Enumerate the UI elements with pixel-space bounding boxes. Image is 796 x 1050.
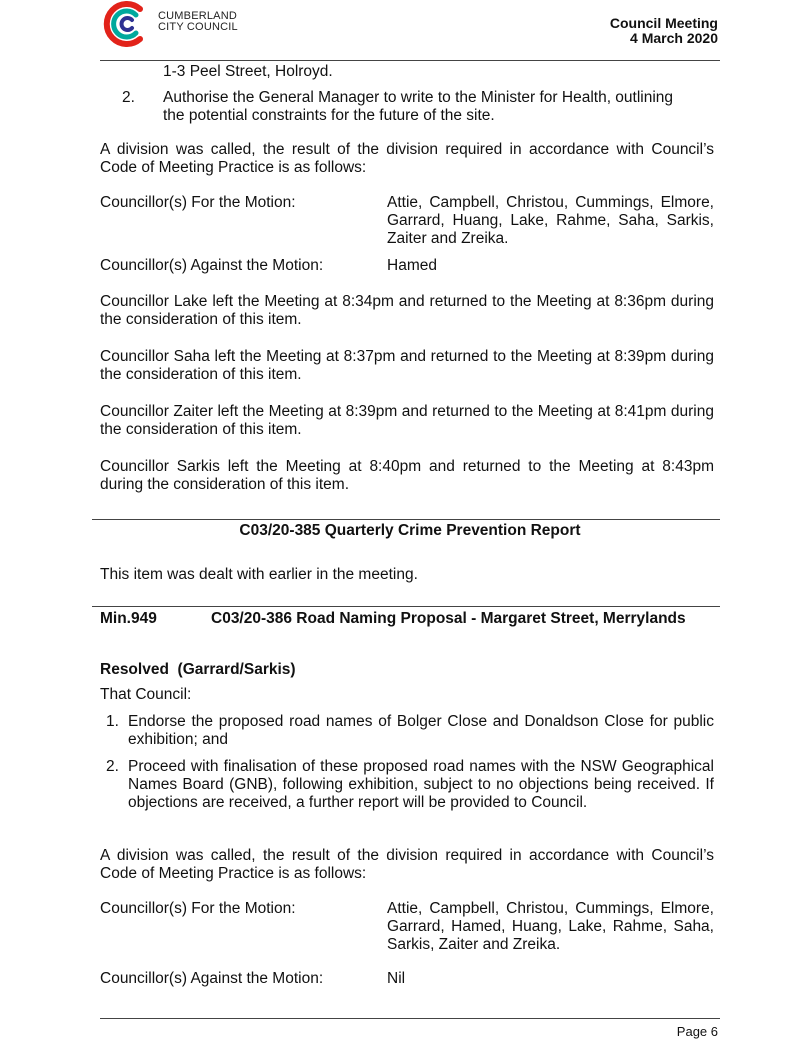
against-names: Hamed [387, 257, 437, 274]
for-label: Councillor(s) For the Motion: [100, 900, 296, 917]
for-names: Attie, Campbell, Christou, Cummings, Elmore, Garrard, Hamed, Huang, Lake, Rahme, Saha, Sarkis, Zaiter and Zreika. [387, 900, 714, 953]
against-label: Councillor(s) Against the Motion: [100, 970, 324, 987]
continuation-text: 1-3 Peel Street, Holroyd. [163, 63, 333, 80]
attendance-note: Councillor Zaiter left the Meeting at 8:39pm and returned to the Meeting at 8:41pm during the consideration of this item. [100, 403, 714, 438]
attendance-note: Councillor Saha left the Meeting at 8:37pm and returned to the Meeting at 8:39pm during the consideration of this item. [100, 348, 714, 383]
section-rule [92, 606, 720, 607]
list-item-text: Proceed with finalisation of these proposed road names with the NSW Geographical Names Board (GNB), following exhibition, subject to no objections being received. If objections are received, a further report will be provided to Council. [128, 758, 714, 811]
footer-rule [100, 1018, 720, 1019]
list-item-text: Authorise the General Manager to write to the Minister for Health, outlining the potential constraints for the future of the site. [163, 89, 674, 124]
division-text: A division was called, the result of the division required in accordance with Council’s Code of Meeting Practice is as follows: [100, 141, 714, 176]
cumberland-logo-icon [100, 0, 152, 48]
division-text: A division was called, the result of the division required in accordance with Council’s Code of Meeting Practice is as follows: [100, 847, 714, 882]
header-rule [100, 60, 720, 61]
meeting-date: 4 March 2020 [630, 30, 718, 46]
list-item-text: Endorse the proposed road names of Bolger Close and Donaldson Close for public exhibition; and [128, 713, 714, 748]
section-rule [92, 519, 720, 520]
against-names: Nil [387, 970, 406, 987]
meeting-title: Council Meeting [609, 15, 718, 31]
for-names: Attie, Campbell, Christou, Cummings, Elmore, Garrard, Huang, Lake, Rahme, Saha, Sarkis, Zaiter and Zreika. [387, 194, 714, 247]
list-number: 2. [106, 758, 119, 775]
for-label: Councillor(s) For the Motion: [100, 194, 296, 211]
page-number: Page 6 [676, 1024, 718, 1039]
meeting-info [610, 16, 718, 46]
item-heading: C03/20-385 Quarterly Crime Prevention Report [239, 522, 581, 539]
list-number: 2. [122, 89, 135, 106]
item-heading: C03/20-386 Road Naming Proposal - Margaret Street, Merrylands [211, 610, 686, 627]
council-name: CUMBERLAND CITY COUNCIL [158, 10, 238, 33]
item-text: This item was dealt with earlier in the meeting. [100, 566, 418, 583]
attendance-note: Councillor Lake left the Meeting at 8:34pm and returned to the Meeting at 8:36pm during the consideration of this item. [100, 293, 714, 328]
resolved-heading: Resolved (Garrard/Sarkis) [100, 661, 296, 678]
minute-number: Min.949 [100, 610, 157, 627]
that-council: That Council: [100, 686, 192, 703]
attendance-note: Councillor Sarkis left the Meeting at 8:40pm and returned to the Meeting at 8:43pm during the consideration of this item. [100, 458, 714, 493]
list-number: 1. [106, 713, 119, 730]
against-label: Councillor(s) Against the Motion: [100, 257, 324, 274]
